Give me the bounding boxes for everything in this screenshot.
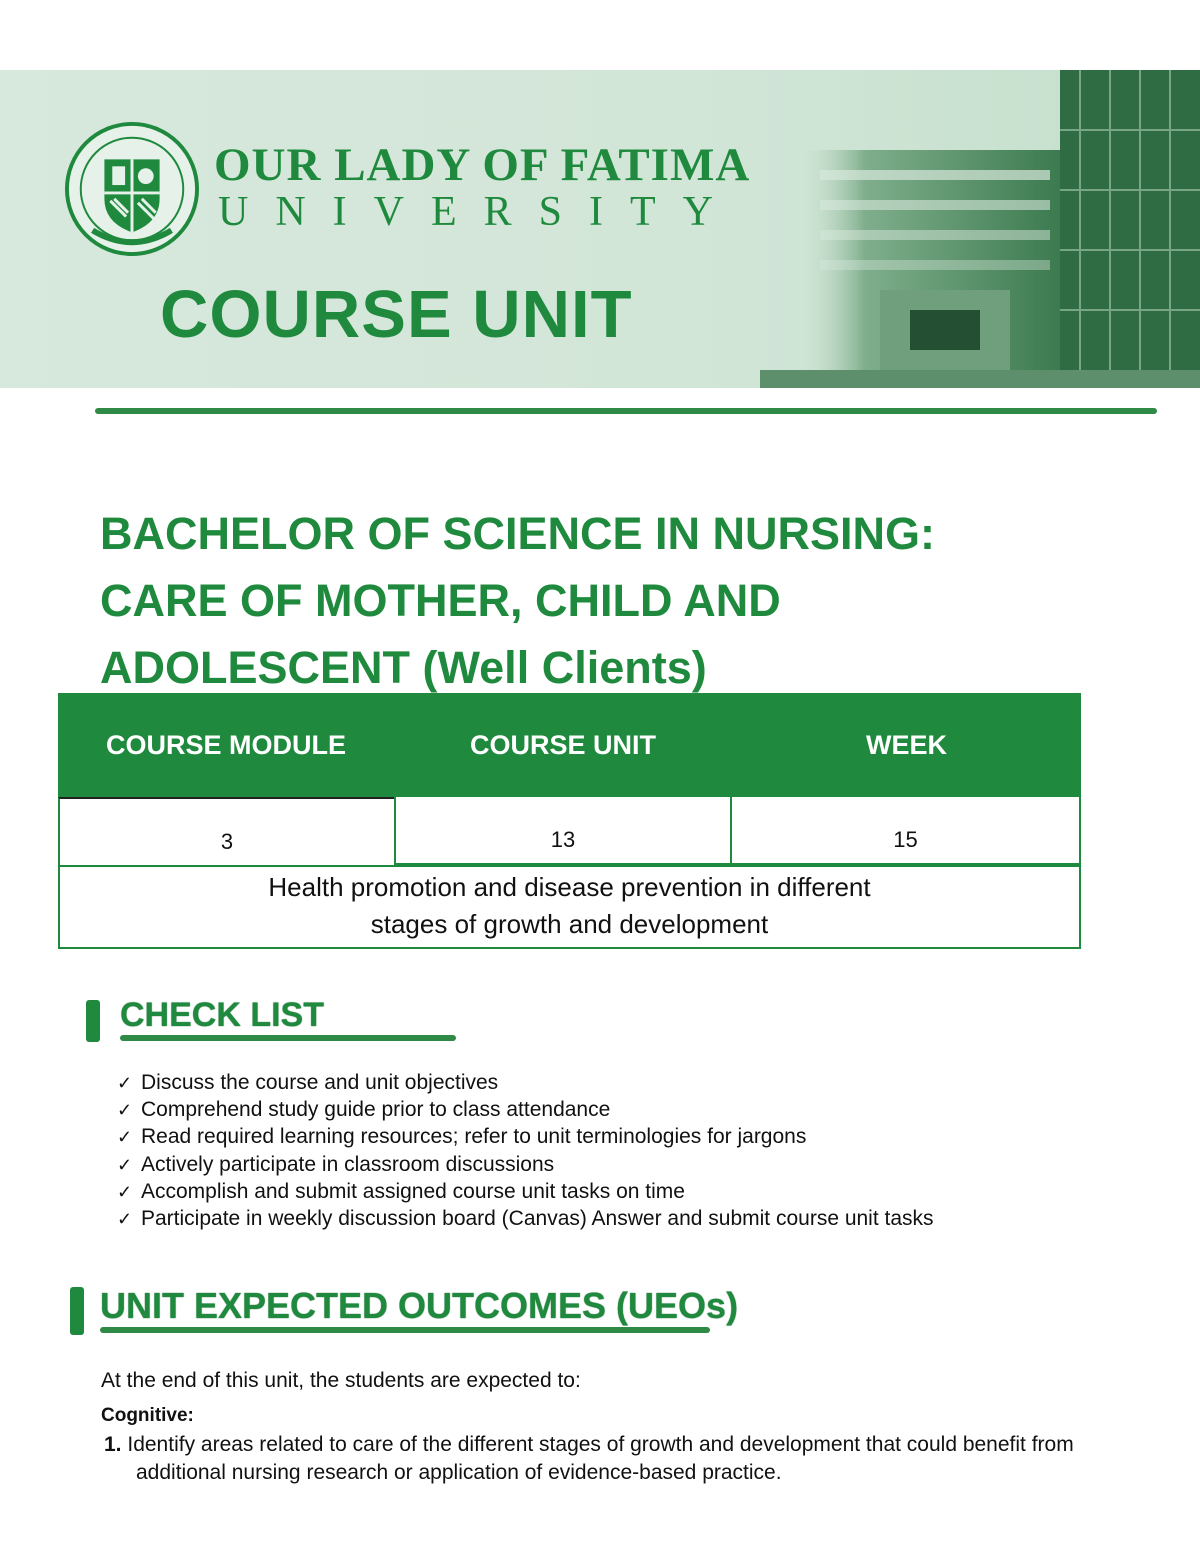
outcome-number: 1.	[104, 1433, 122, 1456]
outcome-item	[104, 1431, 1164, 1487]
course-title-line1: BACHELOR OF SCIENCE IN NURSING:	[100, 508, 936, 559]
table-values-row	[58, 797, 1081, 865]
cognitive-label: Cognitive:	[101, 1405, 194, 1426]
list-item-text: Comprehend study guide prior to class attendance	[141, 1098, 611, 1122]
list-item	[117, 1069, 934, 1096]
list-item	[117, 1205, 934, 1232]
unit-description-line1: Health promotion and disease prevention in different	[268, 872, 871, 902]
header-week: WEEK	[866, 730, 947, 760]
value-course-unit: 13	[394, 797, 732, 865]
outcomes-heading	[70, 1285, 739, 1337]
heading-accent-bar	[70, 1287, 84, 1335]
list-item	[117, 1178, 934, 1205]
checklist	[117, 1069, 934, 1232]
check-mark-icon: ✓	[117, 1073, 133, 1093]
check-mark-icon: ✓	[117, 1208, 133, 1229]
unit-description-line2: stages of growth and development	[370, 909, 769, 939]
list-item-text: Actively participate in classroom discussions	[141, 1152, 555, 1176]
check-mark-icon: ✓	[117, 1127, 133, 1148]
list-item-text: Discuss the course and unit objectives	[141, 1071, 499, 1094]
outcomes-heading-text: UNIT EXPECTED OUTCOMES (UEOs)	[100, 1285, 739, 1326]
outcomes-intro: At the end of this unit, the students are expected to:	[101, 1369, 581, 1392]
list-item	[117, 1096, 934, 1123]
heading-accent-bar	[86, 1000, 100, 1042]
value-week: 15	[730, 797, 1081, 865]
course-title	[100, 500, 1140, 701]
university-seal-icon	[63, 120, 201, 258]
header-course-unit: COURSE UNIT	[469, 730, 656, 760]
header-banner	[0, 70, 1200, 388]
heading-underline	[100, 1327, 710, 1333]
unit-description	[58, 865, 1081, 949]
value-course-module: 3	[58, 797, 396, 867]
header-course-module: COURSE MODULE	[105, 730, 346, 760]
outcome-text-line1: Identify areas related to care of the different stages of growth and development that could benefit from	[127, 1433, 1074, 1456]
university-name: OUR LADY OF FATIMA	[214, 139, 751, 191]
university-subtitle: UNIVERSITY	[218, 189, 740, 235]
list-item-text: Read required learning resources; refer to unit terminologies for jargons	[141, 1125, 807, 1149]
list-item-text: Accomplish and submit assigned course unit tasks on time	[141, 1179, 685, 1203]
check-mark-icon: ✓	[117, 1181, 133, 1202]
course-title-line3: ADOLESCENT (Well Clients)	[100, 642, 707, 693]
list-item	[117, 1151, 934, 1178]
building-illustration	[760, 70, 1200, 388]
course-title-line2: CARE OF MOTHER, CHILD AND	[100, 575, 781, 626]
course-info-table	[58, 693, 1081, 947]
outcome-text-line2: additional nursing research or application of evidence-based practice.	[136, 1461, 782, 1484]
check-mark-icon: ✓	[117, 1100, 133, 1121]
table-header-row	[58, 693, 1081, 797]
list-item-text: Participate in weekly discussion board (Canvas) Answer and submit course unit tasks	[141, 1206, 934, 1230]
list-item	[117, 1123, 934, 1150]
check-mark-icon: ✓	[117, 1154, 133, 1175]
checklist-heading-text: CHECK LIST	[120, 996, 324, 1034]
header-divider	[95, 408, 1157, 414]
checklist-heading	[86, 996, 386, 1042]
banner-title: COURSE UNIT	[160, 277, 633, 352]
heading-underline	[120, 1035, 456, 1041]
